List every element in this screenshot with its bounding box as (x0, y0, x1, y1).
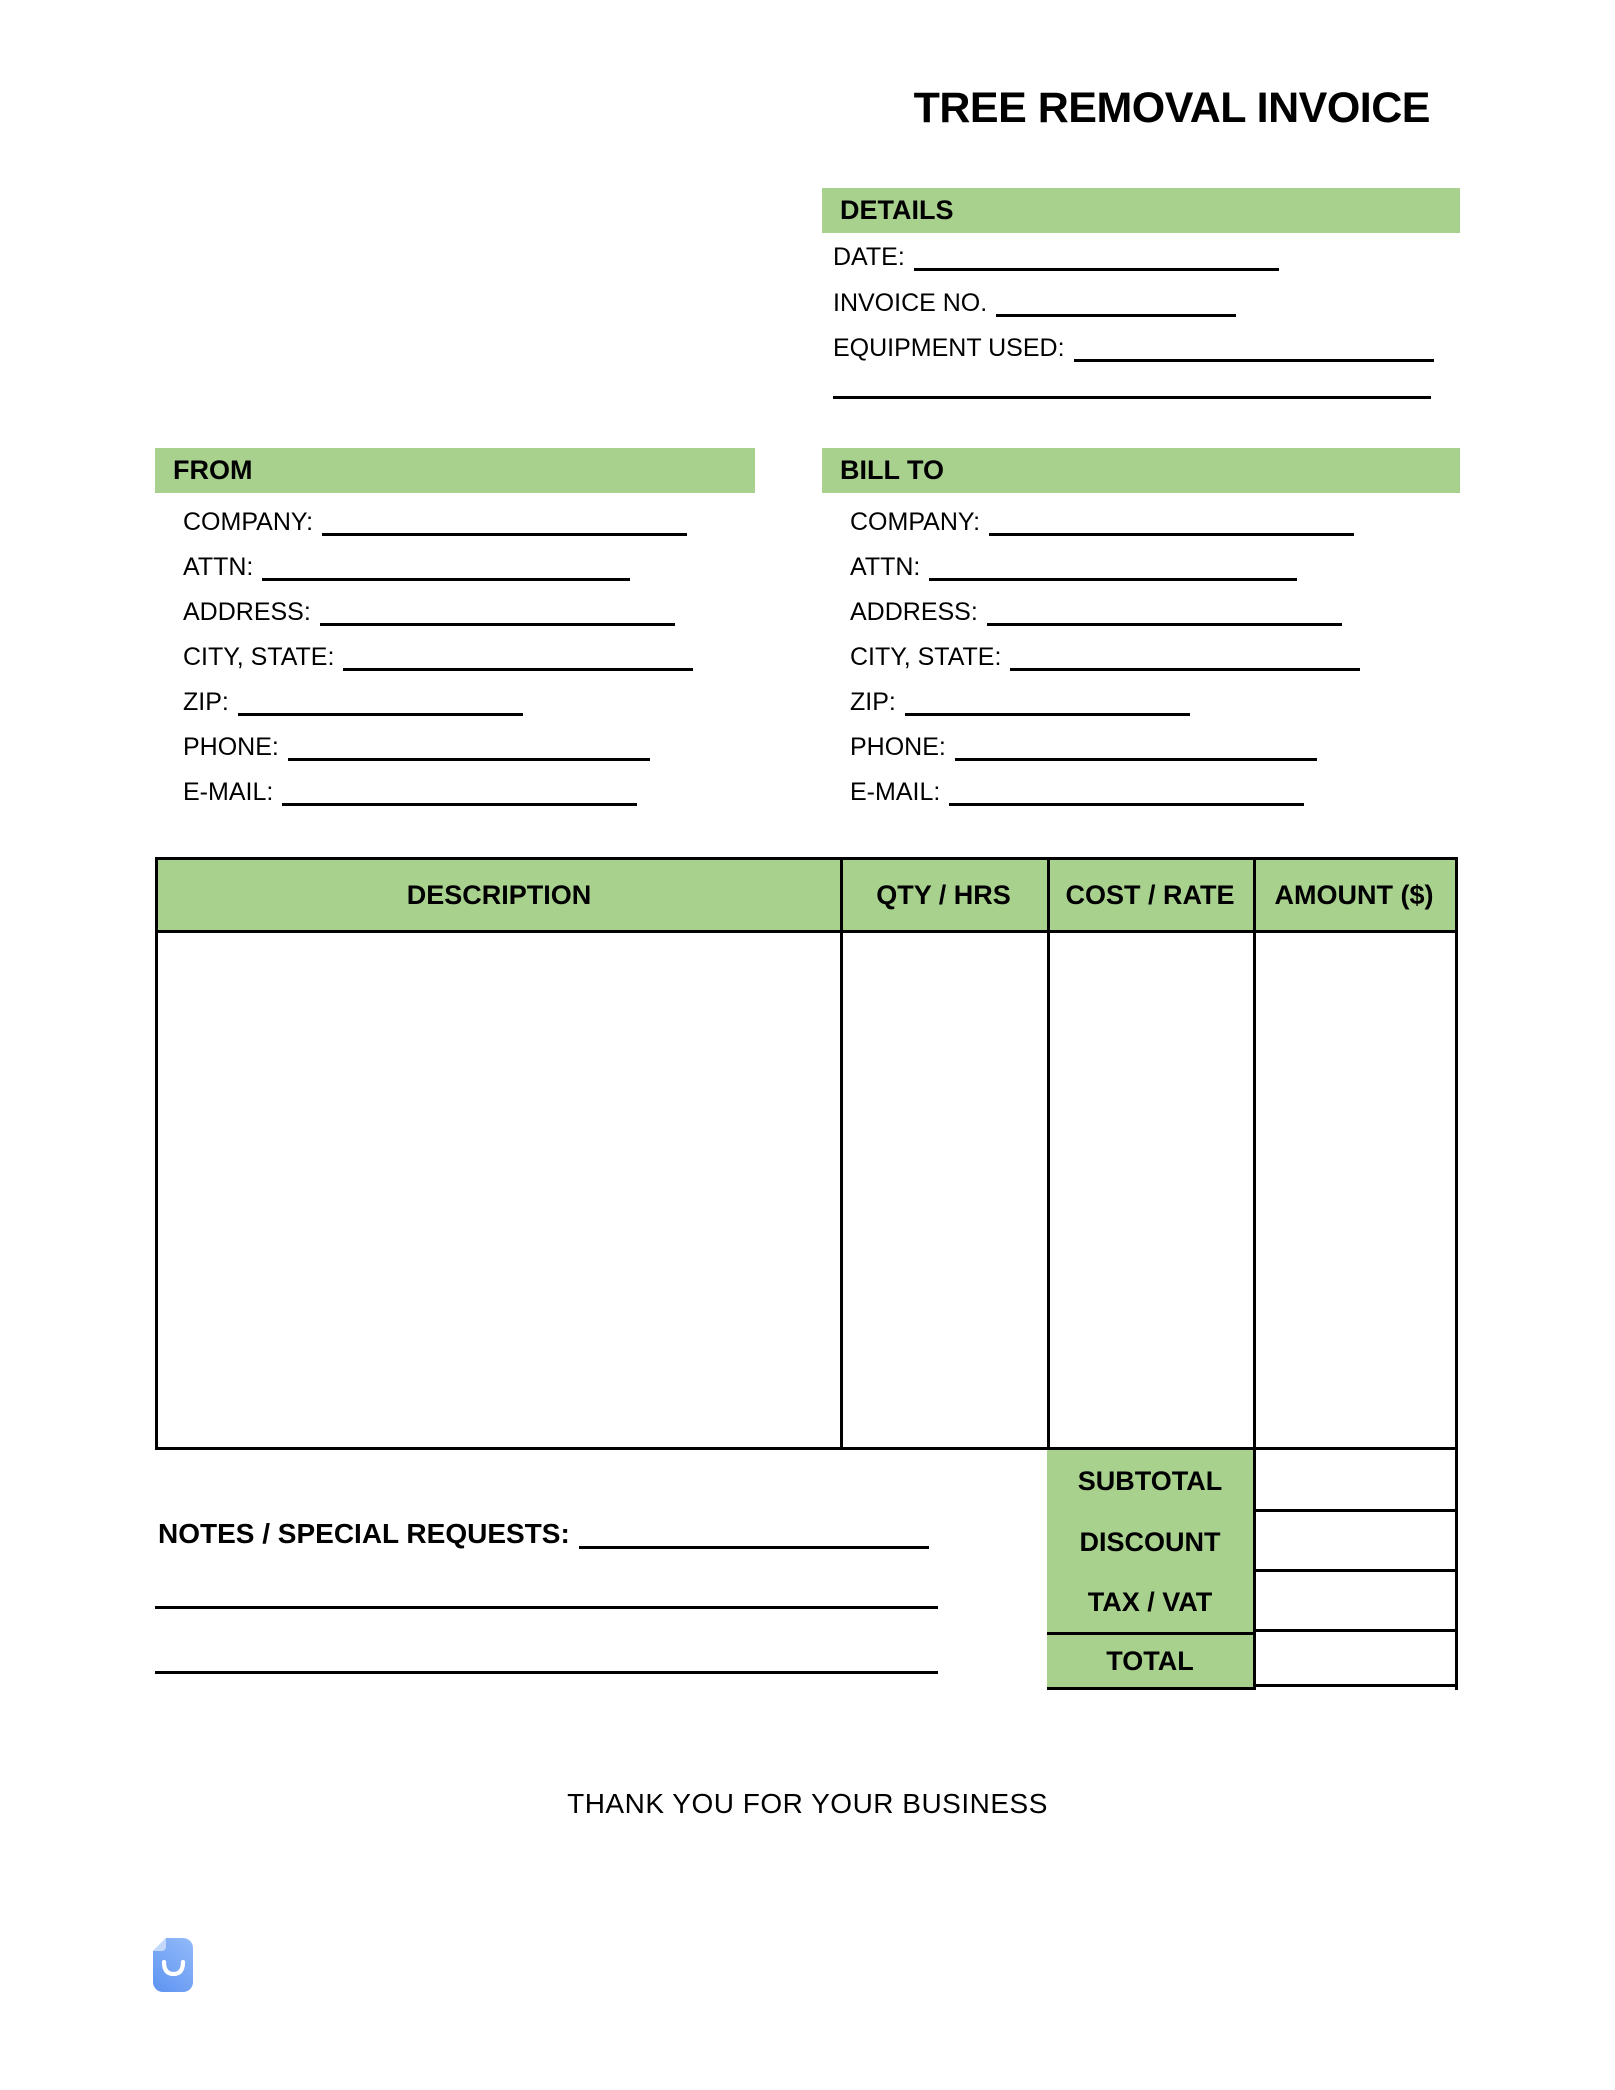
from-city-state-input-line[interactable] (343, 648, 693, 671)
equipment-used-input-line[interactable] (1074, 339, 1434, 362)
column-header-amount: AMOUNT ($) (1274, 879, 1434, 910)
bill-to-city-state-input-line[interactable] (1010, 648, 1360, 671)
from-zip-input-line[interactable] (238, 693, 523, 716)
date-input-line[interactable] (914, 248, 1279, 271)
bill-to-phone-field (850, 733, 1317, 761)
invoice-no-input-line[interactable] (996, 294, 1236, 317)
company-label: COMPANY: (183, 508, 314, 536)
from-attn-input-line[interactable] (262, 558, 630, 581)
from-phone-field (183, 733, 650, 761)
tax-vat-label: TAX / VAT (1087, 1586, 1213, 1617)
bill-to-city-state-field (850, 643, 1360, 671)
bill-to-company-input-line[interactable] (989, 513, 1354, 536)
bill-to-attn-input-line[interactable] (929, 558, 1297, 581)
summary-labels-column (1047, 1450, 1253, 1690)
phone-label: PHONE: (183, 733, 279, 761)
notes-line-2[interactable] (155, 1606, 938, 1609)
bill-to-attn-field (850, 553, 1297, 581)
from-section-header: FROM (155, 448, 755, 493)
total-value-cell[interactable] (1256, 1632, 1455, 1687)
details-date-field (833, 243, 1279, 271)
details-equipment-field (833, 334, 1434, 362)
phone-label: PHONE: (850, 733, 946, 761)
column-header-cost-rate: COST / RATE (1065, 879, 1235, 910)
bill-to-section-header: BILL TO (822, 448, 1460, 493)
page-title: TREE REMOVAL INVOICE (913, 84, 1430, 132)
bill-to-zip-field (850, 688, 1190, 716)
document-smile-logo-icon (153, 1938, 193, 1992)
address-label: ADDRESS: (183, 598, 311, 626)
column-divider (840, 860, 843, 1447)
from-attn-field (183, 553, 630, 581)
date-label: DATE: (833, 243, 905, 271)
bill-to-email-field (850, 778, 1304, 806)
column-header-qty-hrs: QTY / HRS (876, 879, 1011, 910)
discount-label: DISCOUNT (1079, 1526, 1221, 1557)
attn-label: ATTN: (850, 553, 921, 581)
from-email-input-line[interactable] (282, 783, 637, 806)
zip-label: ZIP: (183, 688, 229, 716)
bill-to-phone-input-line[interactable] (955, 738, 1317, 761)
from-phone-input-line[interactable] (288, 738, 650, 761)
notes-special-requests-field (158, 1518, 929, 1550)
bill-to-address-input-line[interactable] (987, 603, 1342, 626)
notes-line-3[interactable] (155, 1671, 938, 1674)
notes-input-line[interactable] (579, 1526, 929, 1549)
tax-vat-value-cell[interactable] (1256, 1572, 1455, 1632)
city-state-label: CITY, STATE: (850, 643, 1002, 671)
subtotal-label: SUBTOTAL (1077, 1465, 1223, 1496)
from-city-state-field (183, 643, 693, 671)
from-company-input-line[interactable] (322, 513, 687, 536)
line-items-table (155, 857, 1458, 1450)
summary-values-column (1253, 1450, 1458, 1690)
discount-value-cell[interactable] (1256, 1512, 1455, 1572)
email-label: E-MAIL: (183, 778, 274, 806)
company-label: COMPANY: (850, 508, 981, 536)
bill-to-email-input-line[interactable] (949, 783, 1304, 806)
address-label: ADDRESS: (850, 598, 978, 626)
from-company-field (183, 508, 687, 536)
column-divider (1253, 860, 1256, 1447)
from-email-field (183, 778, 637, 806)
details-section-header: DETAILS (822, 188, 1460, 233)
attn-label: ATTN: (183, 553, 254, 581)
bill-to-address-field (850, 598, 1342, 626)
column-divider (1047, 860, 1050, 1447)
invoice-no-label: INVOICE NO. (833, 289, 988, 317)
city-state-label: CITY, STATE: (183, 643, 335, 671)
line-items-header-row (158, 860, 1455, 933)
from-address-field (183, 598, 675, 626)
equipment-used-label: EQUIPMENT USED: (833, 334, 1065, 362)
column-header-description: DESCRIPTION (406, 879, 592, 910)
from-address-input-line[interactable] (320, 603, 675, 626)
line-items-body[interactable] (158, 933, 1455, 1447)
bill-to-zip-input-line[interactable] (905, 693, 1190, 716)
zip-label: ZIP: (850, 688, 896, 716)
email-label: E-MAIL: (850, 778, 941, 806)
from-zip-field (183, 688, 523, 716)
total-label: TOTAL (1047, 1632, 1253, 1687)
bill-to-company-field (850, 508, 1354, 536)
thank-you-message: THANK YOU FOR YOUR BUSINESS (567, 1788, 1048, 1819)
equipment-used-overflow-line[interactable] (833, 396, 1431, 399)
notes-label: NOTES / SPECIAL REQUESTS: (158, 1518, 570, 1549)
subtotal-value-cell[interactable] (1256, 1450, 1455, 1512)
details-invoice-no-field (833, 289, 1236, 317)
